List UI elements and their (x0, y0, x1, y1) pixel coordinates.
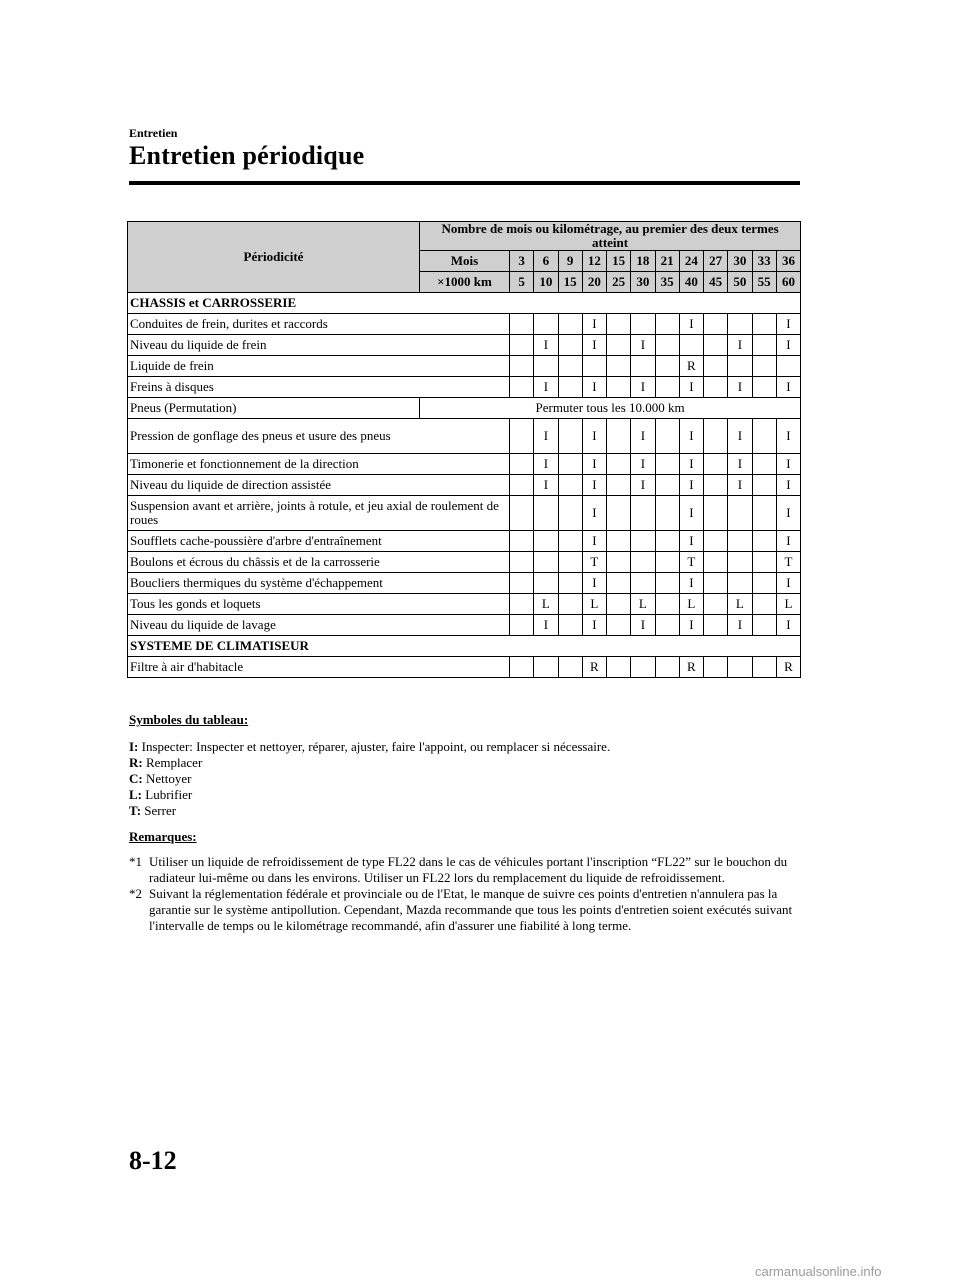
months-label: Mois (420, 251, 510, 272)
legend-symbol: T: (129, 803, 142, 818)
schedule-cell: I (776, 531, 800, 552)
schedule-cell (607, 475, 631, 496)
schedule-cell: I (631, 475, 655, 496)
schedule-cell (728, 356, 752, 377)
schedule-cell: I (534, 335, 558, 356)
schedule-cell: I (679, 419, 703, 454)
schedule-cell (558, 657, 582, 678)
schedule-cell (510, 475, 534, 496)
km-cell: 45 (704, 272, 728, 293)
schedule-cell (510, 594, 534, 615)
legend-symbol: I: (129, 739, 139, 754)
item-label: Pneus (Permutation) (128, 398, 420, 419)
schedule-cell (534, 314, 558, 335)
table-row (128, 615, 801, 636)
schedule-cell: I (534, 615, 558, 636)
schedule-cell (728, 531, 752, 552)
schedule-cell (704, 454, 728, 475)
item-label: Niveau du liquide de frein (128, 335, 510, 356)
schedule-cell (728, 552, 752, 573)
schedule-cell (510, 335, 534, 356)
schedule-cell (704, 377, 728, 398)
table-row (128, 335, 801, 356)
month-cell: 15 (607, 251, 631, 272)
remarks-section (129, 829, 800, 934)
legend-item (129, 771, 800, 787)
km-cell: 15 (558, 272, 582, 293)
legend-symbol: C: (129, 771, 143, 786)
schedule-cell (752, 496, 776, 531)
schedule-cell (704, 552, 728, 573)
schedule-cell (752, 314, 776, 335)
schedule-cell (728, 657, 752, 678)
schedule-cell (704, 335, 728, 356)
item-label: Timonerie et fonctionnement de la direction (128, 454, 510, 475)
legend-text: Inspecter: Inspecter et nettoyer, réparer, ajuster, faire l'appoint, ou remplacer si nécessaire. (141, 739, 611, 754)
schedule-cell (607, 496, 631, 531)
schedule-cell (558, 314, 582, 335)
item-label: Filtre à air d'habitacle (128, 657, 510, 678)
item-label: Boulons et écrous du châssis et de la carrosserie (128, 552, 510, 573)
month-cell: 18 (631, 251, 655, 272)
schedule-cell (752, 615, 776, 636)
schedule-cell (510, 531, 534, 552)
schedule-cell (704, 657, 728, 678)
schedule-cell (534, 552, 558, 573)
schedule-cell (558, 615, 582, 636)
schedule-cell: I (679, 531, 703, 552)
schedule-cell: I (776, 377, 800, 398)
schedule-cell: I (534, 454, 558, 475)
schedule-cell (534, 531, 558, 552)
span-note-cell: Permuter tous les 10.000 km (420, 398, 801, 419)
km-cell: 30 (631, 272, 655, 293)
schedule-cell: I (582, 377, 606, 398)
legend-item (129, 803, 800, 819)
schedule-cell: I (582, 314, 606, 335)
symbols-legend (129, 712, 800, 819)
schedule-cell (558, 573, 582, 594)
schedule-cell: I (582, 454, 606, 475)
schedule-cell: T (679, 552, 703, 573)
schedule-cell: I (728, 454, 752, 475)
remark-text: Utiliser un liquide de refroidissement de type FL22 dans le cas de véhicules portant l'inscription “FL22” sur le bouchon du radiateur lui-même ou dans les environs. Utiliser un FL22 lors du remplacement du liquide de refroidissement. (149, 854, 788, 885)
schedule-cell: R (582, 657, 606, 678)
schedule-cell (752, 335, 776, 356)
km-cell: 35 (655, 272, 679, 293)
schedule-cell (607, 573, 631, 594)
schedule-cell (558, 377, 582, 398)
schedule-cell (510, 356, 534, 377)
remarks-heading: Remarques: (129, 829, 197, 844)
schedule-cell (607, 419, 631, 454)
schedule-cell (607, 615, 631, 636)
legend-item (129, 755, 800, 771)
schedule-cell: I (679, 496, 703, 531)
km-label: ×1000 km (420, 272, 510, 293)
schedule-cell (704, 314, 728, 335)
schedule-cell: I (679, 573, 703, 594)
schedule-cell (607, 377, 631, 398)
schedule-cell (631, 573, 655, 594)
table-row (128, 594, 801, 615)
schedule-cell (631, 496, 655, 531)
schedule-cell (631, 552, 655, 573)
schedule-cell: I (776, 475, 800, 496)
schedule-cell (704, 594, 728, 615)
schedule-cell (655, 496, 679, 531)
schedule-cell: I (631, 615, 655, 636)
schedule-cell (510, 496, 534, 531)
km-cell: 55 (752, 272, 776, 293)
schedule-cell (607, 531, 631, 552)
schedule-cell (655, 573, 679, 594)
schedule-cell (655, 531, 679, 552)
schedule-cell: I (679, 454, 703, 475)
legend-text: Remplacer (145, 755, 203, 770)
month-cell: 27 (704, 251, 728, 272)
schedule-cell: I (776, 454, 800, 475)
schedule-cell: L (631, 594, 655, 615)
schedule-cell: R (679, 657, 703, 678)
schedule-cell (558, 552, 582, 573)
table-row (128, 398, 801, 419)
schedule-cell (631, 531, 655, 552)
schedule-cell (558, 594, 582, 615)
schedule-cell: I (776, 615, 800, 636)
schedule-cell: I (631, 335, 655, 356)
table-header-row (128, 222, 801, 251)
schedule-cell: I (582, 475, 606, 496)
item-label: Freins à disques (128, 377, 510, 398)
month-cell: 36 (776, 251, 800, 272)
schedule-cell (655, 657, 679, 678)
maintenance-schedule-table (127, 221, 801, 678)
schedule-cell (655, 594, 679, 615)
schedule-cell: T (582, 552, 606, 573)
schedule-cell: I (679, 475, 703, 496)
section-row (128, 293, 801, 314)
schedule-cell (607, 454, 631, 475)
schedule-cell (607, 594, 631, 615)
schedule-cell: I (631, 377, 655, 398)
item-label: Pression de gonflage des pneus et usure des pneus (128, 419, 510, 454)
schedule-cell (776, 356, 800, 377)
legend-text: Lubrifier (145, 787, 193, 802)
table-row (128, 314, 801, 335)
schedule-cell (752, 657, 776, 678)
schedule-cell (534, 573, 558, 594)
item-label: Conduites de frein, durites et raccords (128, 314, 510, 335)
schedule-cell (558, 356, 582, 377)
km-cell: 25 (607, 272, 631, 293)
periodicity-header: Périodicité (128, 222, 420, 293)
section-label: Entretien (129, 126, 178, 140)
schedule-cell (607, 552, 631, 573)
month-cell: 12 (582, 251, 606, 272)
schedule-cell (752, 475, 776, 496)
remark-note (129, 854, 800, 886)
schedule-cell: I (534, 419, 558, 454)
month-cell: 21 (655, 251, 679, 272)
schedule-cell: R (679, 356, 703, 377)
remark-number: *2 (129, 886, 142, 901)
schedule-cell: I (776, 496, 800, 531)
schedule-cell (655, 454, 679, 475)
schedule-cell (558, 531, 582, 552)
legend-text: Nettoyer (145, 771, 192, 786)
km-cell: 10 (534, 272, 558, 293)
schedule-cell: I (582, 419, 606, 454)
schedule-cell (728, 573, 752, 594)
table-row (128, 419, 801, 454)
schedule-cell: I (728, 377, 752, 398)
schedule-cell (607, 657, 631, 678)
schedule-cell (558, 419, 582, 454)
schedule-cell (510, 377, 534, 398)
item-label: Suspension avant et arrière, joints à rotule, et jeu axial de roulement de roues (128, 496, 510, 531)
table-row (128, 356, 801, 377)
schedule-cell: I (776, 419, 800, 454)
schedule-cell (728, 314, 752, 335)
schedule-cell: I (728, 335, 752, 356)
schedule-cell (510, 552, 534, 573)
item-label: Tous les gonds et loquets (128, 594, 510, 615)
schedule-cell (607, 335, 631, 356)
schedule-cell (534, 356, 558, 377)
km-cell: 60 (776, 272, 800, 293)
item-label: Niveau du liquide de direction assistée (128, 475, 510, 496)
schedule-cell (704, 496, 728, 531)
item-label: Liquide de frein (128, 356, 510, 377)
table-row (128, 552, 801, 573)
schedule-cell: I (534, 377, 558, 398)
remark-note (129, 886, 800, 934)
schedule-cell: I (776, 314, 800, 335)
remark-text: Suivant la réglementation fédérale et provinciale ou de l'Etat, le manque de suivre ces points d'entretien n'annulera pas la garantie sur le système antipollution. Cependant, Mazda recommande que tous les points d'entretien soient exécutés suivant l'intervalle de temps ou le kilométrage recommandé, afin d'assurer une fiabilité à long terme. (149, 886, 793, 933)
km-cell: 5 (510, 272, 534, 293)
schedule-cell (752, 454, 776, 475)
schedule-cell: I (776, 335, 800, 356)
schedule-cell (631, 657, 655, 678)
schedule-cell (510, 314, 534, 335)
schedule-cell: L (776, 594, 800, 615)
schedule-cell (534, 657, 558, 678)
km-cell: 50 (728, 272, 752, 293)
schedule-cell (558, 335, 582, 356)
month-cell: 33 (752, 251, 776, 272)
month-cell: 24 (679, 251, 703, 272)
schedule-cell (704, 356, 728, 377)
schedule-cell: I (582, 615, 606, 636)
schedule-cell: I (679, 377, 703, 398)
schedule-cell (752, 552, 776, 573)
schedule-cell (655, 552, 679, 573)
table-row (128, 531, 801, 552)
legend-heading: Symboles du tableau: (129, 712, 249, 727)
schedule-cell (752, 573, 776, 594)
schedule-cell (558, 475, 582, 496)
schedule-cell (631, 314, 655, 335)
schedule-cell (752, 594, 776, 615)
interval-group-header: Nombre de mois ou kilométrage, au premier des deux termes atteint (420, 222, 801, 251)
schedule-cell (558, 496, 582, 531)
schedule-cell (510, 419, 534, 454)
legend-item (129, 787, 800, 803)
schedule-cell (534, 496, 558, 531)
km-cell: 40 (679, 272, 703, 293)
table-row (128, 454, 801, 475)
schedule-cell (510, 657, 534, 678)
schedule-cell: I (582, 531, 606, 552)
month-cell: 3 (510, 251, 534, 272)
schedule-cell (728, 496, 752, 531)
schedule-cell: L (534, 594, 558, 615)
table-row (128, 573, 801, 594)
schedule-cell: I (728, 615, 752, 636)
section-label-cell: SYSTEME DE CLIMATISEUR (128, 636, 801, 657)
schedule-cell (752, 356, 776, 377)
remark-number: *1 (129, 854, 142, 869)
schedule-cell (752, 531, 776, 552)
schedule-cell (558, 454, 582, 475)
legend-item (129, 739, 800, 755)
schedule-cell (510, 454, 534, 475)
schedule-cell (679, 335, 703, 356)
schedule-cell: R (776, 657, 800, 678)
month-cell: 6 (534, 251, 558, 272)
legend-symbol: R: (129, 755, 143, 770)
schedule-cell (752, 377, 776, 398)
schedule-cell: L (679, 594, 703, 615)
km-cell: 20 (582, 272, 606, 293)
schedule-cell (510, 615, 534, 636)
page-number: 8-12 (129, 1146, 177, 1175)
schedule-cell (655, 419, 679, 454)
table-row (128, 657, 801, 678)
item-label: Soufflets cache-poussière d'arbre d'entraînement (128, 531, 510, 552)
schedule-cell (607, 314, 631, 335)
title-divider (129, 181, 800, 185)
table-row (128, 475, 801, 496)
schedule-cell (655, 356, 679, 377)
schedule-cell: I (728, 419, 752, 454)
schedule-cell (631, 356, 655, 377)
page-title: Entretien périodique (129, 141, 365, 170)
schedule-cell: I (679, 615, 703, 636)
schedule-cell (607, 356, 631, 377)
schedule-cell: I (776, 573, 800, 594)
schedule-cell (655, 377, 679, 398)
schedule-cell (655, 314, 679, 335)
schedule-cell: I (728, 475, 752, 496)
schedule-cell: L (582, 594, 606, 615)
schedule-cell (704, 615, 728, 636)
item-label: Boucliers thermiques du système d'échappement (128, 573, 510, 594)
schedule-cell (655, 615, 679, 636)
schedule-cell: I (631, 419, 655, 454)
schedule-cell (655, 335, 679, 356)
schedule-cell: I (582, 573, 606, 594)
section-label-cell: CHASSIS et CARROSSERIE (128, 293, 801, 314)
watermark: carmanualsonline.info (755, 1264, 882, 1279)
schedule-cell (704, 475, 728, 496)
month-cell: 30 (728, 251, 752, 272)
schedule-cell (704, 573, 728, 594)
table-row (128, 496, 801, 531)
table-row (128, 377, 801, 398)
schedule-cell: L (728, 594, 752, 615)
legend-text: Serrer (144, 803, 177, 818)
schedule-cell: I (679, 314, 703, 335)
schedule-cell (655, 475, 679, 496)
schedule-cell: I (631, 454, 655, 475)
schedule-cell: I (534, 475, 558, 496)
legend-symbol: L: (129, 787, 142, 802)
schedule-cell (704, 419, 728, 454)
schedule-cell: T (776, 552, 800, 573)
section-row (128, 636, 801, 657)
schedule-cell: I (582, 496, 606, 531)
month-cell: 9 (558, 251, 582, 272)
schedule-cell (582, 356, 606, 377)
schedule-cell (704, 531, 728, 552)
schedule-cell: I (582, 335, 606, 356)
schedule-cell (510, 573, 534, 594)
schedule-cell (752, 419, 776, 454)
item-label: Niveau du liquide de lavage (128, 615, 510, 636)
